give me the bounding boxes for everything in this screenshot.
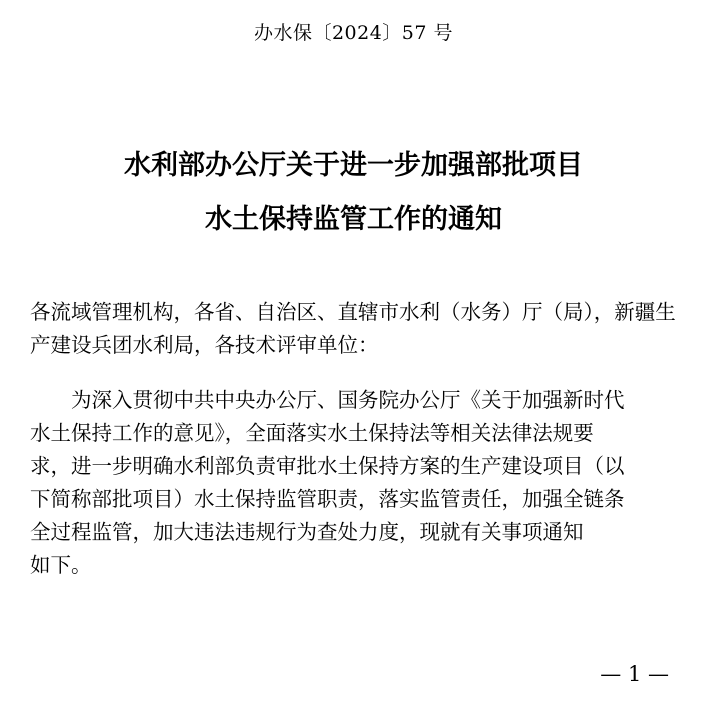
paragraph-line: 水土保持工作的意见》，全面落实水土保持法等相关法律法规要 [30,421,594,445]
paragraph-line: 为深入贯彻中共中央办公厅、国务院办公厅《关于加强新时代 [71,388,625,412]
paragraph-line: 求，进一步明确水利部负责审批水土保持方案的生产建设项目（以 [30,454,625,478]
body-paragraph [30,384,690,582]
addressee-line: 各流域管理机构，各省、自治区、直辖市水利（水务）厅（局），新疆生 [30,300,676,324]
document-title-line-2: 水土保持监管工作的通知 [205,204,502,235]
addressee-line: 产建设兵团水利局，各技术评审单位： [30,333,379,357]
document-title-line-1: 水利部办公厅关于进一步加强部批项目 [124,150,583,181]
document-number: 办水保〔2024〕57 号 [253,22,454,44]
page-number: — 1 — [600,662,669,686]
addressee [30,296,690,362]
paragraph-line: 全过程监管，加大违法违规行为查处力度，现就有关事项通知 [30,520,584,544]
paragraph-line: 如下。 [30,553,92,577]
paragraph-line: 下简称部批项目）水土保持监管职责，落实监管责任，加强全链条 [30,487,625,511]
